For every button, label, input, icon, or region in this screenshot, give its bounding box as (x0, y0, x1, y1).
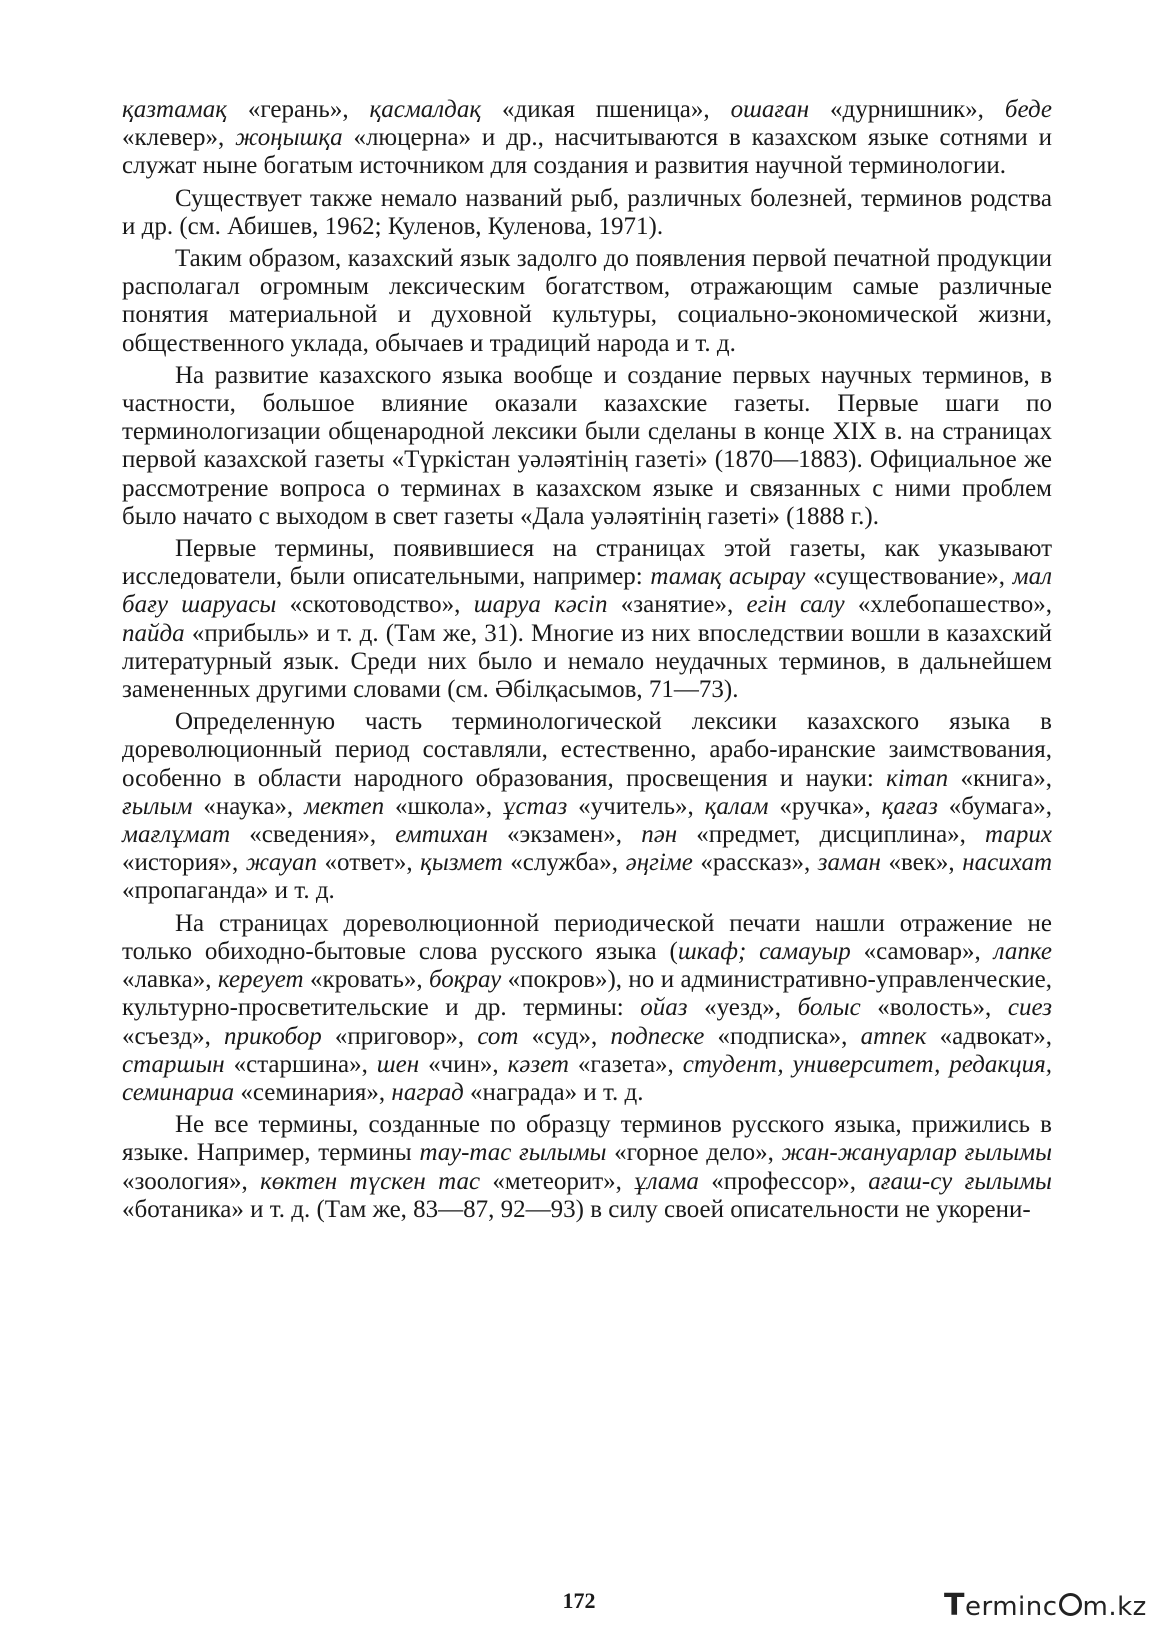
page-number: 172 (562, 1588, 596, 1613)
text-run: «зоология», (122, 1167, 261, 1195)
text-run: Определенную часть терминологической лексики казахского языка в дореволюционный период составляли, естественно, арабо-иранские заимствования, особенно в области народного образования, просвещения и науки: (122, 708, 1052, 792)
watermark-middle: erminc (964, 1592, 1058, 1622)
text-run: «век», (880, 849, 963, 877)
text-run: «учитель», (567, 792, 705, 820)
kazakh-term: пән (641, 821, 678, 849)
text-run: «пропаганда» и т. д. (122, 877, 335, 905)
kazakh-term: ғылым (122, 792, 193, 820)
text-run: Не все термины, созданные по образцу терминов русского языка, прижились в языке. Например, термины (122, 1111, 1052, 1167)
text-run: «лавка», (122, 966, 218, 994)
kazakh-term: ұстаз (503, 792, 568, 820)
text-run: Первые термины, появившиеся на страницах этой газеты, как указывают исследователи, были описательными, например: (122, 535, 1052, 591)
paragraph (122, 1111, 1052, 1224)
kazakh-term: шкаф; самауыр (677, 937, 851, 965)
text-run: «предмет, дисциплина», (677, 821, 986, 849)
text-run: На страницах дореволюционной периодической печати нашли отражение не только обиходно-бытовые слова русского языка ( (122, 909, 1052, 965)
text-run: «дурнишник», (809, 96, 1005, 123)
kazakh-term: мал бағу шаруасы (122, 563, 1052, 619)
kazakh-term: қасмалдақ (369, 96, 482, 123)
kazakh-term: ағаш-су ғылымы (868, 1167, 1052, 1195)
page-body-text (122, 96, 1052, 1228)
text-run: Существует также немало названий рыб, различных болезней, терминов родства и др. (см. Абишев, 1962; Куленов, Куленова, 1971). (122, 184, 1052, 240)
paragraph (122, 185, 1052, 241)
kazakh-term: кітап (886, 764, 949, 792)
kazakh-term: кереует (217, 966, 304, 994)
kazakh-term: әңгіме (625, 849, 693, 877)
kazakh-term: заман (817, 849, 881, 877)
kazakh-term: беде (1004, 96, 1052, 123)
kazakh-term: егін салу (746, 591, 845, 619)
kazakh-term: жан-жануарлар ғылымы (781, 1139, 1053, 1167)
text-run: «волость», (860, 994, 1008, 1022)
watermark-circle-o (1059, 1593, 1082, 1616)
text-run: «ответ», (316, 849, 421, 877)
kazakh-term: ұлама (634, 1167, 699, 1195)
text-run: «покров»), но и административно-управленческие, культурно-просветительские и др. термины: (122, 966, 1052, 1022)
text-run: «занятие», (607, 591, 747, 619)
text-run: «адвокат», (926, 1022, 1052, 1050)
kazakh-term: пайда (122, 619, 185, 647)
termincom-watermark-logo (944, 1588, 1147, 1623)
text-run: «существование», (805, 563, 1013, 591)
paragraph (122, 535, 1052, 704)
kazakh-term: насихат (962, 849, 1053, 877)
text-run: «люцерна» и др., насчитываются в казахском языке сотнями и служат ныне богатым источником для создания и развития научной терминологии. (122, 124, 1052, 180)
kazakh-term: атпек (860, 1022, 927, 1050)
watermark-suffix: m.kz (1082, 1592, 1147, 1622)
kazakh-term: студент, университет, редакция, семинариа (122, 1050, 1052, 1106)
kazakh-term: шен (376, 1050, 420, 1078)
kazakh-term: қызмет (420, 849, 503, 877)
kazakh-term: лапке (993, 937, 1053, 965)
text-run: «награда» и т. д. (463, 1078, 644, 1106)
text-run: «уезд», (687, 994, 798, 1022)
text-run: «газета», (568, 1050, 683, 1078)
kazakh-term: қалам (704, 792, 769, 820)
text-run: «герань», (226, 96, 370, 123)
kazakh-term: сиез (1007, 994, 1052, 1022)
text-run: «семинария», (234, 1078, 392, 1106)
kazakh-term: болыс (797, 994, 861, 1022)
kazakh-term: емтихан (395, 821, 488, 849)
text-run: «подписка», (704, 1022, 861, 1050)
text-run: «самовар», (850, 937, 994, 965)
kazakh-term: сот (477, 1022, 519, 1050)
kazakh-term: жоңышқа (235, 124, 343, 152)
kazakh-term: ойаз (640, 994, 688, 1022)
text-run: «скотоводство», (276, 591, 474, 619)
kazakh-term: тау-тас ғылымы (419, 1139, 607, 1167)
paragraph (122, 362, 1052, 531)
text-run: «чин», (419, 1050, 508, 1078)
text-run: «бумага», (937, 792, 1052, 820)
kazakh-term: старшын (122, 1050, 225, 1078)
kazakh-term: қазтамақ (122, 96, 227, 123)
text-run: На развитие казахского языка вообще и создание первых научных терминов, в частности, большое влияние оказали казахские газеты. Первые шаги по терминологизации общенародной лексики были сделаны в конце XIX в. на страницах первой казахской газеты «Түркістан уәләятінің газеті» (1870—1883). Официальное же рассмотрение вопроса о терминах в казахском языке и связанных с ними проблем было начато с выходом в свет газеты «Дала уәләятінің газеті» (1888 г.). (122, 361, 1052, 530)
text-run: «дикая пшеница», (481, 96, 731, 123)
kazakh-term: боқрау (429, 966, 502, 994)
kazakh-term: жауап (245, 849, 317, 877)
kazakh-term: наград (391, 1078, 464, 1106)
paragraph (122, 708, 1052, 905)
text-run: «кровать», (303, 966, 430, 994)
paragraph (122, 96, 1052, 181)
text-run: «хлебопашество», (844, 591, 1053, 619)
text-run: «приговор», (321, 1022, 478, 1050)
text-run: «наука», (192, 792, 305, 820)
watermark-prefix: T (944, 1588, 965, 1623)
text-run: «школа», (384, 792, 504, 820)
text-run: «прибыль» и т. д. (Там же, 31). Многие из них впоследствии вошли в казахский литературный язык. Среди них было и немало неудачных терминов, в дальнейшем замененных другими словами (см. Әбілқасымов, 71—73). (122, 619, 1052, 704)
text-run: «книга», (948, 764, 1052, 792)
kazakh-term: кәзет (507, 1050, 569, 1078)
kazakh-term: мағлұмат (122, 821, 231, 849)
text-run: «экзамен», (487, 821, 642, 849)
text-run: «съезд», (122, 1022, 225, 1050)
text-run: «ботаника» и т. д. (Там же, 83—87, 92—93) в силу своей описательности не укорени- (122, 1195, 1031, 1223)
text-run: «горное дело», (606, 1139, 782, 1167)
kazakh-term: ошаған (730, 96, 810, 123)
text-run: «клевер», (122, 124, 236, 152)
text-run: «история», (122, 849, 246, 877)
paragraph (122, 910, 1052, 1107)
kazakh-term: қағаз (881, 792, 938, 820)
text-run: Таким образом, казахский язык задолго до появления первой печатной продукции располагал огромным лексическим богатством, отражающим самые различные понятия материальной и духовной культуры, социально-экономической жизни, общественного уклада, обычаев и традиций народа и т. д. (122, 245, 1052, 357)
paragraph (122, 245, 1052, 358)
kazakh-term: подпеске (610, 1022, 705, 1050)
kazakh-term: мектеп (304, 792, 385, 820)
text-run: «ручка», (768, 792, 882, 820)
kazakh-term: шаруа кәсіп (473, 591, 608, 619)
text-run: «старшина», (224, 1050, 377, 1078)
text-run: «суд», (518, 1022, 611, 1050)
kazakh-term: тарих (985, 821, 1052, 849)
text-run: «рассказ», (692, 849, 818, 877)
text-run: «профессор», (698, 1167, 869, 1195)
kazakh-term: көктен түскен тас (260, 1167, 481, 1195)
text-run: «сведения», (230, 821, 396, 849)
text-run: «метеорит», (480, 1167, 635, 1195)
text-run: «служба», (502, 849, 626, 877)
kazakh-term: тамақ асырау (650, 563, 806, 591)
kazakh-term: прикобор (224, 1022, 322, 1050)
